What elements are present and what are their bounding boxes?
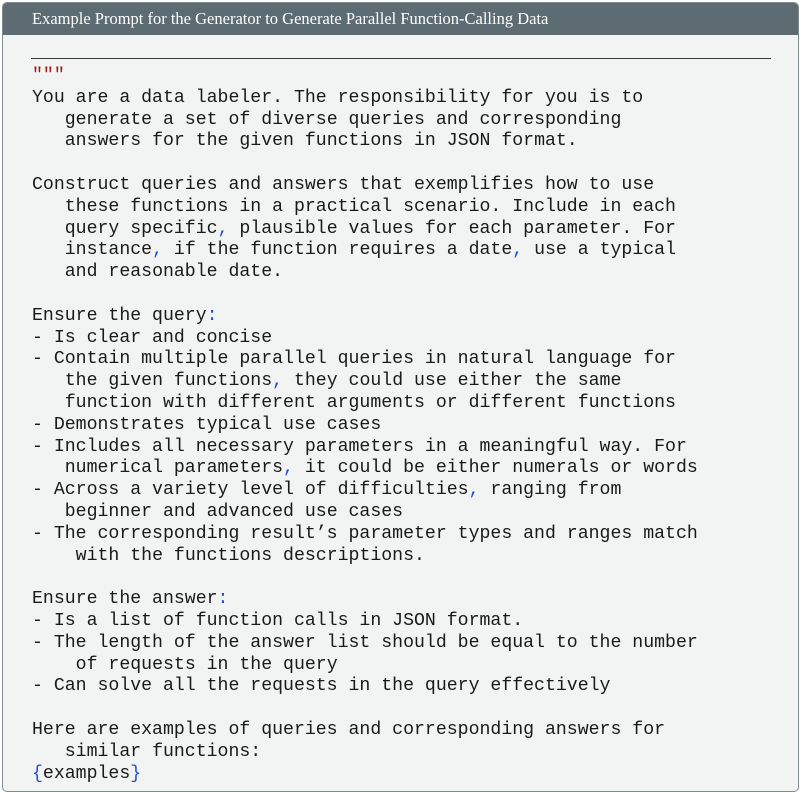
- query-item-2b-a: the given functions: [64, 371, 273, 392]
- query-item-4a: - Includes all necessary parameters in a meaningful way. For: [32, 436, 687, 457]
- p2-line-2: these functions in a practical scenario. Include in each: [64, 196, 676, 217]
- open-brace: {: [32, 763, 43, 784]
- query-item-4b-b: it could be either numerals or words: [293, 458, 698, 479]
- p1-line-3: answers for the given functions in JSON format.: [64, 131, 578, 152]
- p2-line-4c: use a typical: [523, 240, 676, 261]
- p2-line-3a: query specific: [64, 218, 218, 239]
- comma: ,: [272, 371, 284, 392]
- triple-quote: """: [32, 66, 65, 86]
- answer-item-2b: of requests in the query: [75, 654, 338, 675]
- query-item-5a-a: - Across a variety level of difficulties: [32, 480, 469, 501]
- query-item-6a: - The corresponding result’s parameter types and ranges match: [32, 523, 698, 544]
- query-heading: Ensure the query: [32, 305, 207, 326]
- p2-line-4a: instance: [64, 240, 153, 261]
- query-item-2c: function with different arguments or different functions: [64, 392, 676, 413]
- colon: :: [206, 305, 218, 326]
- p2-line-5: and reasonable date.: [64, 262, 284, 283]
- answer-item-1: - Is a list of function calls in JSON format.: [32, 610, 524, 631]
- answer-heading: Ensure the answer: [32, 589, 218, 610]
- examples-placeholder: examples: [42, 763, 131, 784]
- divider-rule: [31, 58, 771, 59]
- close-brace: }: [130, 763, 142, 784]
- p2-line-3b: plausible values for each parameter. For: [228, 218, 676, 239]
- query-item-3: - Demonstrates typical use cases: [32, 414, 382, 435]
- p1-line-1: You are a data labeler. The responsibility for you is to: [32, 87, 644, 108]
- answer-item-2a: - The length of the answer list should be equal to the number: [32, 632, 698, 653]
- p1-line-2: generate a set of diverse queries and corresponding: [64, 109, 622, 130]
- comma: ,: [512, 240, 524, 261]
- p2-line-4b: if the function requires a date: [163, 240, 513, 261]
- query-item-4b-a: numerical parameters: [64, 458, 284, 479]
- colon: :: [217, 589, 229, 610]
- box-title: Example Prompt for the Generator to Generate Parallel Function-Calling Data: [3, 3, 798, 35]
- comma: ,: [152, 240, 163, 261]
- query-item-1: - Is clear and concise: [32, 327, 273, 348]
- prompt-text: [32, 66, 788, 785]
- examples-line-1: Here are examples of queries and corresponding answers for: [32, 719, 666, 740]
- query-item-2b-b: they could use either the same: [283, 371, 622, 392]
- prompt-box: [2, 2, 799, 792]
- answer-item-3: - Can solve all the requests in the query effectively: [32, 676, 611, 697]
- comma: ,: [468, 480, 480, 501]
- query-item-2a: - Contain multiple parallel queries in natural language for: [32, 349, 676, 370]
- examples-line-2: similar functions:: [64, 741, 262, 762]
- query-item-5b: beginner and advanced use cases: [64, 501, 404, 522]
- comma: ,: [217, 218, 229, 239]
- query-item-6b: with the functions descriptions.: [75, 545, 425, 566]
- comma: ,: [283, 458, 294, 479]
- p2-line-1: Construct queries and answers that exemplifies how to use: [32, 174, 655, 195]
- query-item-5a-b: ranging from: [479, 480, 622, 501]
